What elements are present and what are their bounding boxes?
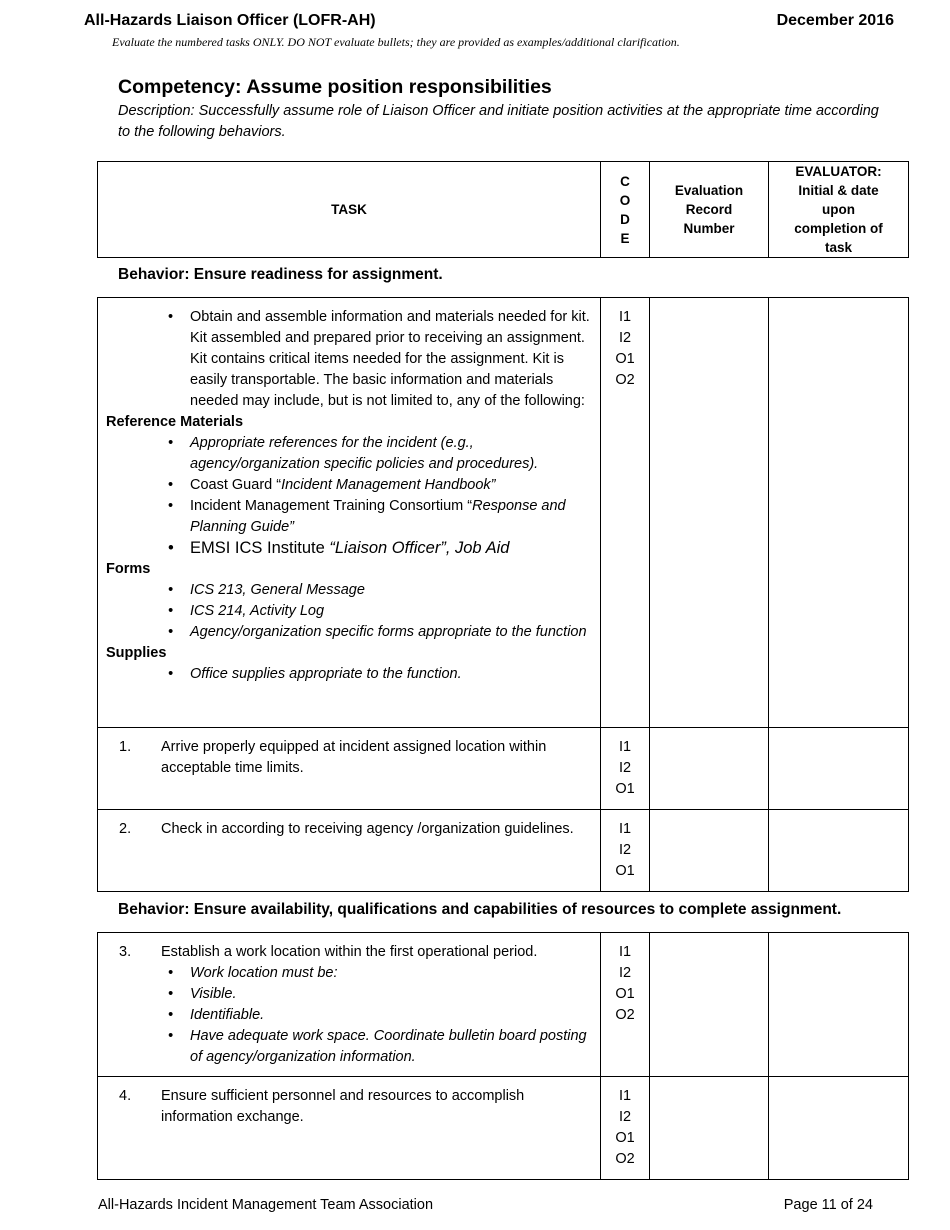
task-number: 2. — [119, 821, 132, 837]
footer-page-number: Page 11 of 24 — [783, 1197, 873, 1213]
behavior-2-table — [97, 932, 909, 1180]
reference-bullet: • EMSI ICS Institute “Liaison Officer”, Job Aid — [106, 538, 592, 559]
task-text: Establish a work location within the first operational period. — [161, 944, 538, 960]
evaluator-initial-cell[interactable] — [769, 810, 909, 892]
document-title: All-Hazards Liaison Officer (LOFR-AH) — [84, 12, 376, 29]
form-bullet: • ICS 214, Activity Log — [106, 601, 592, 622]
evaluation-record-cell[interactable] — [650, 933, 769, 1077]
task-text: Arrive properly equipped at incident assigned location within acceptable time limits. — [161, 739, 547, 776]
record-column-header: Evaluation Record Number — [650, 162, 769, 258]
task-4-cell — [98, 1077, 601, 1180]
evaluation-record-cell[interactable] — [650, 728, 769, 810]
evaluation-record-cell[interactable] — [650, 298, 769, 728]
reference-bullet: • Appropriate references for the incident (e.g., agency/organization specific policies and procedures). — [106, 433, 592, 475]
evaluation-record-cell[interactable] — [650, 810, 769, 892]
behavior-heading-2: Behavior: Ensure availability, qualifications and capabilities of resources to complete assignment. — [118, 901, 842, 918]
kit-task-cell — [98, 298, 601, 728]
behavior-1-table — [97, 297, 909, 892]
task-2-codes: I1 I2 O1 — [601, 810, 650, 892]
task-text: Ensure sufficient personnel and resources to accomplish information exchange. — [161, 1088, 525, 1125]
code-column-header: C O D E — [601, 162, 650, 258]
evaluation-note: Evaluate the numbered tasks ONLY. DO NOT evaluate bullets; they are provided as examples/additional clarification. — [112, 35, 680, 49]
reference-materials-heading: Reference Materials — [106, 414, 244, 430]
evaluator-initial-cell[interactable] — [769, 298, 909, 728]
task-text: Check in according to receiving agency /organization guidelines. — [161, 821, 574, 837]
task-1-cell — [98, 728, 601, 810]
evaluator-initial-cell[interactable] — [769, 1077, 909, 1180]
competency-description: Description: Successfully assume role of Liaison Officer and initiate position activities at the appropriate time according to the following behaviors. — [118, 103, 879, 140]
task-1-codes: I1 I2 O1 — [601, 728, 650, 810]
kit-intro-bullet: • Obtain and assemble information and materials needed for kit. Kit assembled and prepared prior to receiving an assignment. Kit contains critical items needed for the assignment. Kit is easily transportable. The basic information and materials needed may include, but is not limited to, any of the following: — [106, 307, 592, 412]
reference-bullet: • Incident Management Training Consortium “Response and Planning Guide” — [106, 496, 592, 538]
task-2-cell — [98, 810, 601, 892]
kit-codes: I1 I2 O1 O2 — [601, 298, 650, 728]
task-number: 4. — [119, 1088, 132, 1104]
behavior-heading-1: Behavior: Ensure readiness for assignment. — [118, 266, 443, 283]
task-number: 1. — [119, 739, 132, 755]
header-table — [97, 161, 909, 258]
supply-bullet: • Office supplies appropriate to the function. — [106, 664, 592, 685]
footer-organization: All-Hazards Incident Management Team Association — [98, 1197, 434, 1213]
task-column-header: TASK — [98, 162, 601, 258]
task-3-bullet: • Identifiable. — [106, 1005, 592, 1026]
form-bullet: • ICS 213, General Message — [106, 580, 592, 601]
task-number: 3. — [119, 944, 132, 960]
evaluation-record-cell[interactable] — [650, 1077, 769, 1180]
evaluator-initial-cell[interactable] — [769, 728, 909, 810]
task-3-codes: I1 I2 O1 O2 — [601, 933, 650, 1077]
task-3-bullet: • Visible. — [106, 984, 592, 1005]
form-bullet: • Agency/organization specific forms appropriate to the function — [106, 622, 592, 643]
evaluator-initial-cell[interactable] — [769, 933, 909, 1077]
task-3-bullet: • Work location must be: — [106, 963, 592, 984]
document-date: December 2016 — [776, 12, 894, 29]
task-3-bullet: • Have adequate work space. Coordinate bulletin board posting of agency/organization information. — [106, 1026, 592, 1068]
competency-title: Competency: Assume position responsibilities — [118, 76, 552, 98]
task-4-codes: I1 I2 O1 O2 — [601, 1077, 650, 1180]
task-3-cell — [98, 933, 601, 1077]
supplies-heading: Supplies — [106, 645, 167, 661]
forms-heading: Forms — [106, 561, 151, 577]
reference-bullet: • Coast Guard “Incident Management Handbook” — [106, 475, 592, 496]
evaluator-column-header: EVALUATOR: Initial & date upon completion of task — [769, 162, 909, 258]
